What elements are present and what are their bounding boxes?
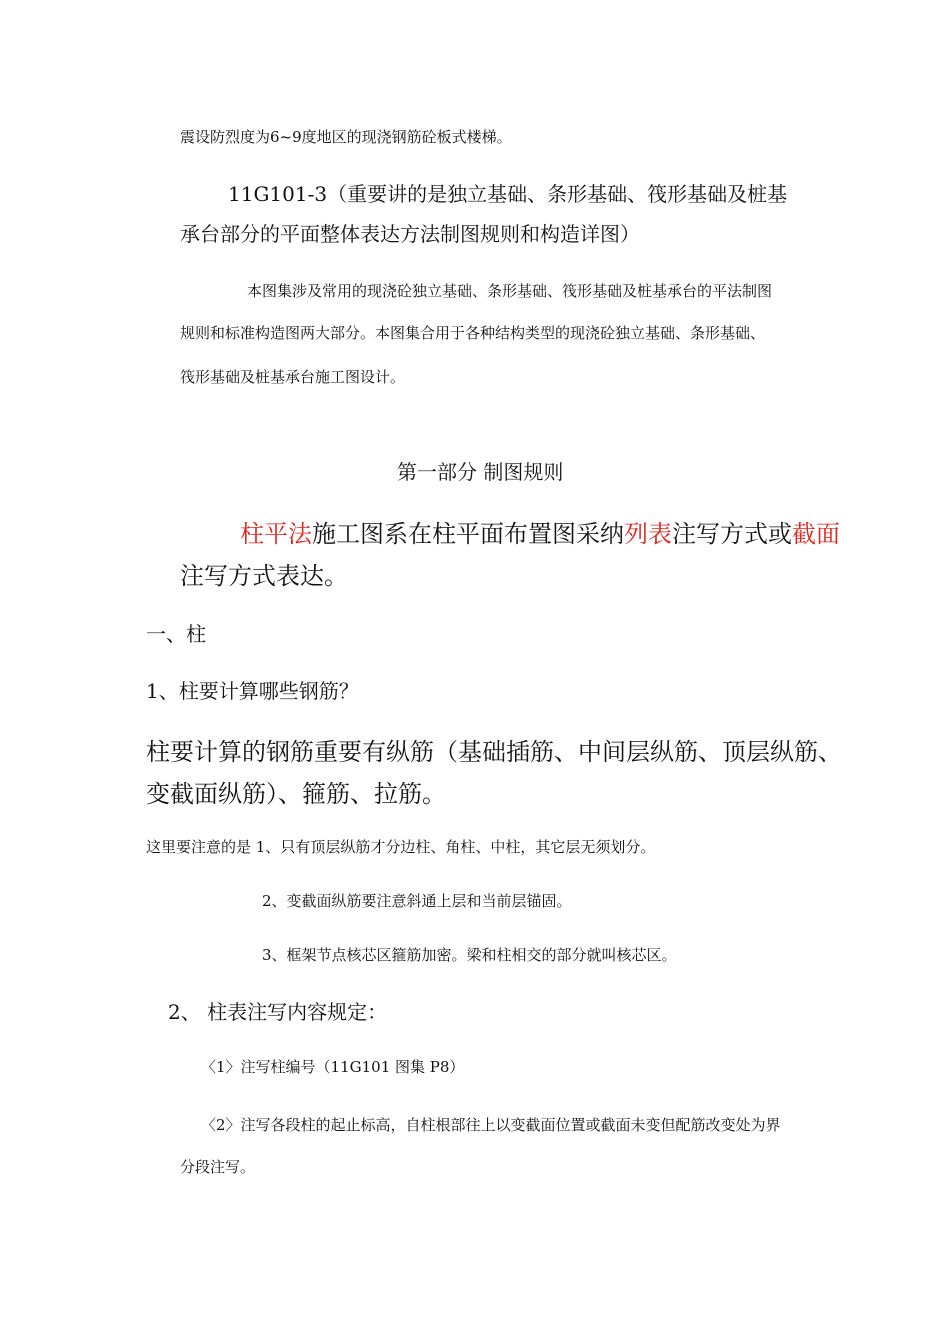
question-2-heading: 2、 柱表注写内容规定：: [168, 1000, 388, 1024]
rule-1: 〈1〉注写柱编号（11G101 图集 P8）: [201, 1058, 465, 1076]
intro-paragraph-line-2: 注写方式表达。: [180, 562, 348, 590]
atlas-desc-line-2: 规则和标准构造图两大部分。本图集合用于各种结构类型的现浇砼独立基础、条形基础、: [180, 324, 766, 342]
question-1-heading: 1、柱要计算哪些钢筋？: [146, 679, 359, 703]
atlas-title-line-1: 11G101-3（重要讲的是独立基础、条形基础、筏形基础及桩基: [228, 182, 788, 206]
atlas-desc-line-3: 筏形基础及桩基承台施工图设计。: [180, 368, 406, 386]
question-1-answer-line-2: 变截面纵筋）、箍筋、拉筋。: [146, 780, 446, 808]
intro-highlight-liebiao: 列表: [624, 520, 672, 548]
note-2: 2、变截面纵筋要注意斜通上层和当前层锚固。: [262, 892, 572, 910]
part-heading: 第一部分 制图规则: [397, 460, 564, 484]
intro-highlight-jiemian: 截面: [792, 520, 840, 548]
intro-text-seg4: 注写方式或: [672, 520, 792, 548]
note-1: 这里要注意的是 1、只有顶层纵筋才分边柱、角柱、中柱，其它层无须划分。: [146, 838, 656, 856]
intro-paragraph-line-1: [240, 514, 840, 549]
atlas-desc-line-1: 本图集涉及常用的现浇砼独立基础、条形基础、筏形基础及桩基承台的平法制图: [247, 282, 773, 300]
section-one-heading: 一、柱: [146, 622, 206, 646]
atlas-title-line-2: 承台部分的平面整体表达方法制图规则和构造详图）: [180, 222, 640, 246]
intro-highlight-zhupingfa: 柱平法: [240, 520, 312, 548]
question-1-answer-line-1: 柱要计算的钢筋重要有纵筋（基础插筋、中间层纵筋、顶层纵筋、: [146, 738, 842, 766]
note-3: 3、框架节点核芯区箍筋加密。梁和柱相交的部分就叫核芯区。: [262, 946, 677, 964]
rule-2-line-1: 〈2〉注写各段柱的起止标高，自柱根部往上以变截面位置或截面未变但配筋改变处为界: [201, 1116, 781, 1134]
rule-2-line-2: 分段注写。: [180, 1158, 256, 1176]
intro-tail-text: 震设防烈度为6~9度地区的现浇钢筋砼板式楼梯。: [180, 128, 512, 146]
intro-text-seg2: 施工图系在柱平面布置图采纳: [312, 520, 624, 548]
